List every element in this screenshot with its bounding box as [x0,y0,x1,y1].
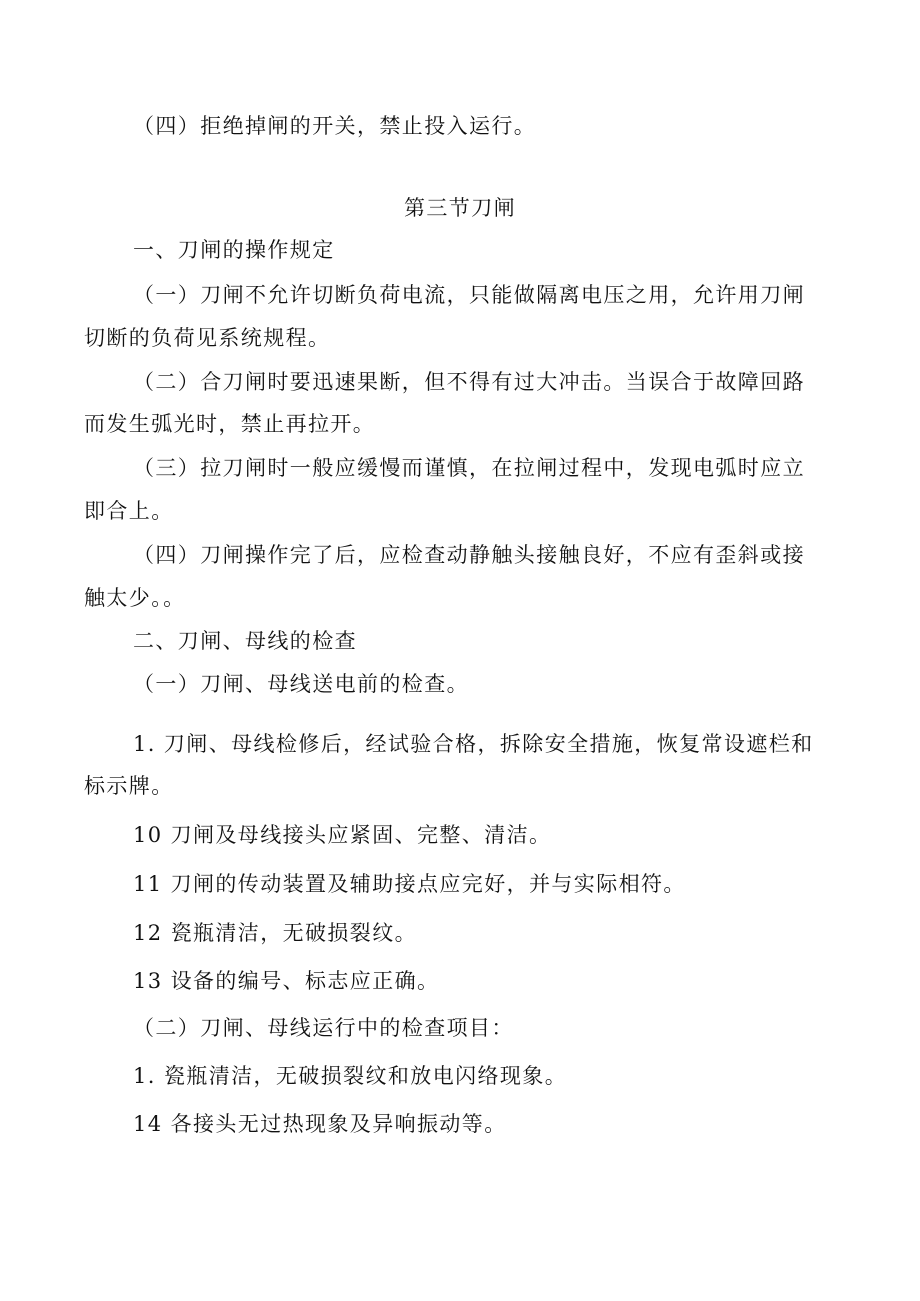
rule-2-line-2: 而发生弧光时，禁止再拉开。 [84,412,376,436]
rule-1-line-1: （一）刀闸不允许切断负荷电流，只能做隔离电压之用，允许用刀闸 [133,283,805,307]
rule-2-line-1: （二）合刀闸时要迅速果断，但不得有过大冲击。当误合于故障回路 [133,370,805,394]
item-14: 14 各接头无过热现象及异响振动等。 [133,1112,507,1136]
rule-1-line-2: 切断的负荷见系统规程。 [84,326,331,350]
item-10: 10 刀闸及母线接头应紧固、完整、清洁。 [133,823,552,847]
item-1-line-2: 标示牌。 [84,774,174,798]
item-1-line-1: 1. 刀闸、母线检修后，经试验合格，拆除安全措施，恢复常设遮栏和 [133,732,814,756]
section-title: 第三节刀闸 [404,196,516,220]
item-13: 13 设备的编号、标志应正确。 [133,969,440,993]
item-11: 11 刀闸的传动装置及辅助接点应完好，并与实际相符。 [133,872,686,896]
rule-4-line-1: （四）刀闸操作完了后，应检查动静触头接触良好，不应有歪斜或接 [133,543,805,567]
rule-3-line-2: 即合上。 [84,499,174,523]
item-b1: 1. 瓷瓶清洁，无破损裂纹和放电闪络现象。 [133,1064,568,1088]
paragraph-rule-4-prev: （四）拒绝掉闸的开关，禁止投入运行。 [133,114,537,138]
rule-4-line-2: 触太少。。 [84,586,186,610]
heading-inspection: 二、刀闸、母线的检查 [133,629,357,653]
subheading-before-energizing: （一）刀闸、母线送电前的检查。 [133,672,469,696]
item-12: 12 瓷瓶清洁，无破损裂纹。 [133,921,417,945]
rule-3-line-1: （三）拉刀闸时一般应缓慢而谨慎，在拉闸过程中，发现电弧时应立 [133,456,805,480]
heading-operation-rules: 一、刀闸的操作规定 [133,238,335,262]
subheading-during-operation: （二）刀闸、母线运行中的检查项目： [133,1016,514,1040]
